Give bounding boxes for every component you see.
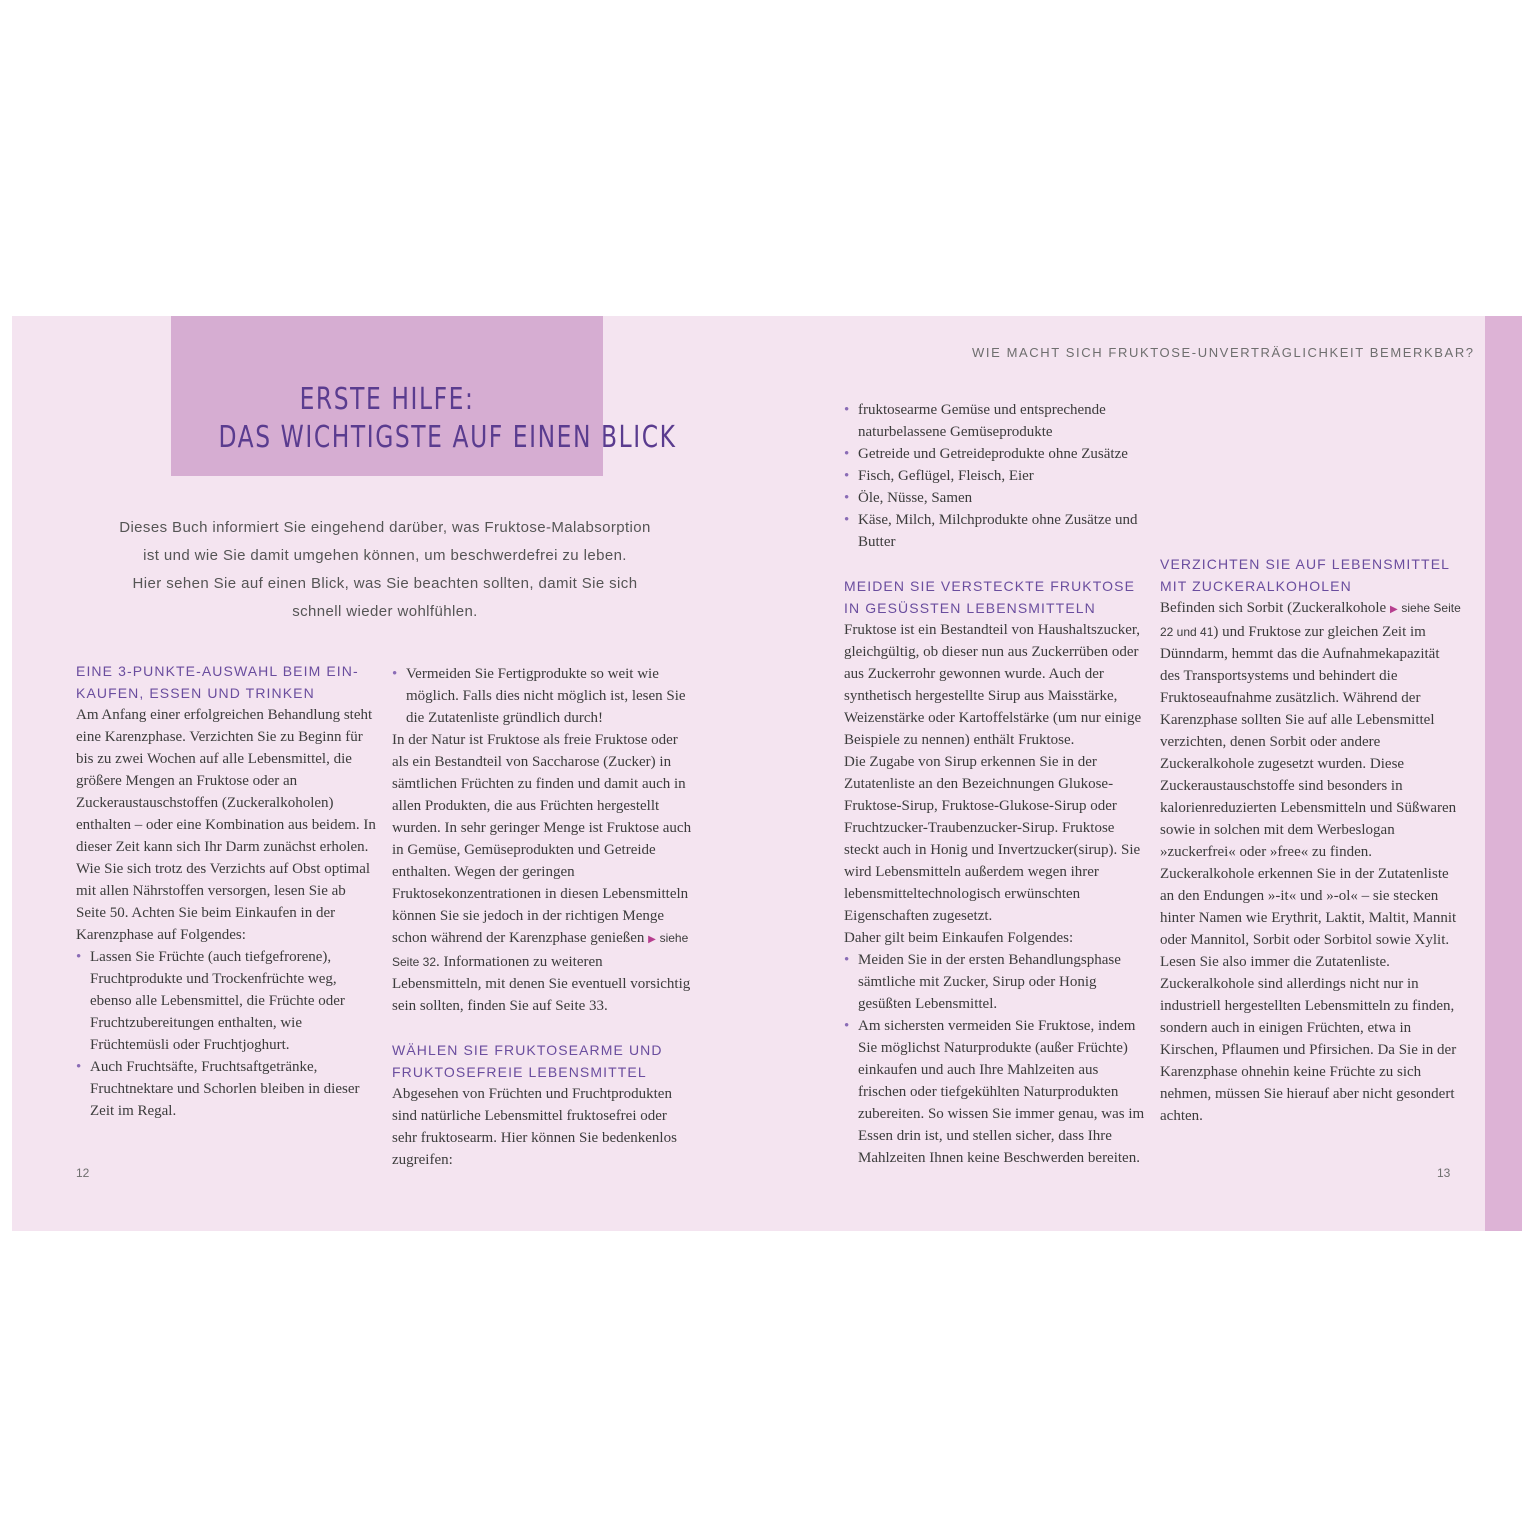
paragraph: Daher gilt beim Einkaufen Folgendes:: [844, 930, 1074, 946]
page-title-line-1: ERSTE HILFE:: [299, 382, 475, 417]
section-heading: VERZICHTEN SIE AUF LEBENSMITTEL MIT ZUCKERALKOHOLEN: [1160, 556, 1450, 594]
intro-text: [80, 514, 690, 626]
list-item: • Vermeiden Sie Fertigprodukte so weit wie möglich. Falls dies nicht möglich ist, lesen Sie die Zutatenliste gründlich durch!: [392, 663, 694, 729]
paragraph: Am Anfang einer erfolgreichen Behandlung steht eine Karenzphase. Verzichten Sie zu Beginn für bis zu zwei Wochen auf alle Lebensmittel, die größere Mengen an Fruktose oder an Zuckeraustauschstoffen (Zuckeralkoholen) enthalten – oder eine Kombination aus beidem. In dieser Zeit kann sich Ihr Darm zunächst erholen. Wie Sie sich trotz des Verzichts auf Obst optimal mit allen Nährstoffen versorgen, lesen Sie ab Seite 50. Achten Sie beim Einkaufen in der Karenzphase auf Folgendes:: [76, 707, 376, 943]
paragraph-text: . Informationen zu weiteren Lebensmitteln, mit denen Sie eventuell vorsichtig sein sollten, finden Sie auf Seite 33.: [392, 954, 691, 1014]
page-reference-link[interactable]: siehe Seite 32: [392, 931, 689, 969]
page-number-right: 13: [1437, 1166, 1451, 1180]
intro-line: Hier sehen Sie auf einen Blick, was Sie beachten sollten, damit Sie sich: [132, 575, 638, 592]
intro-line: Dieses Buch informiert Sie eingehend darüber, was Fruktose-Malabsorption: [119, 519, 651, 536]
list-item: • Am sichersten vermeiden Sie Fruktose, indem Sie möglichst Naturprodukte (außer Früchte) einkaufen und auch Ihre Mahlzeiten aus frischen oder tiefgekühlten Naturprodukten zubereiten. So wissen Sie immer genau, was im Essen drin ist, und stellen sicher, dass Ihre Mahlzeiten Ihnen keine Beschwerden bereiten.: [844, 1015, 1146, 1169]
list-item: • Lassen Sie Früchte (auch tiefgefrorene), Fruchtprodukte und Trockenfrüchte weg, ebenso alle Lebensmittel, die Früchte oder Fruchtzubereitungen enthalten, wie Früchtemüsli oder Fruchtjoghurt.: [76, 946, 376, 1056]
page-title-line-2: DAS WICHTIGSTE AUF EINEN BLICK: [218, 420, 677, 455]
list-item: • Käse, Milch, Milchprodukte ohne Zusätze und Butter: [844, 509, 1146, 553]
paragraph-text: ) und Fruktose zur gleichen Zeit im Dünndarm, hemmt das die Aufnahmekapazität des Transportsystems und behindert die Fruktoseaufnahme zusätzlich. Während der Karenzphase sollten Sie auf alle Lebensmittel verzichten, denen Sorbit oder andere Zuckeralkohole zugesetzt wurden. Diese Zuckeraustauschstoffe sind besonders in kalorienreduzierten Lebensmitteln und Süßwaren sowie in solchen mit dem Werbeslogan »zuckerfrei« oder »free« zu finden. Zuckeralkohole erkennen Sie in der Zutatenliste an den Endungen »-it« und »-ol« – sie stecken hinter Namen wie Erythrit, Laktit, Maltit, Mannit oder Mannitol, Sorbit oder Sorbitol sowie Xylit. Lesen Sie also immer die Zutatenliste.: [1160, 624, 1457, 970]
column-3: [844, 399, 1146, 1169]
paragraph: Fruktose ist ein Bestandteil von Haushaltszucker, gleichgültig, ob dieser nun aus Zuckerrüben oder aus Zuckerrohr gewonnen wurde. Auch der synthetisch hergestellte Sirup aus Maisstärke, Weizenstärke oder Kartoffelstärke (um nur einige Beispiele zu nennen) enthält Fruktose.: [844, 622, 1142, 748]
list-item: • Meiden Sie in der ersten Behandlungsphase sämtliche mit Zucker, Sirup oder Honig gesüßten Lebensmittel.: [844, 949, 1146, 1015]
paragraph: Die Zugabe von Sirup erkennen Sie in der Zutatenliste an den Bezeichnungen Glukose-Fruktose-Sirup, Fruktose-Glukose-Sirup oder Fruchtzucker-Traubenzucker-Sirup. Fruktose steckt auch in Honig und Invertzucker(sirup). Sie wird Lebensmitteln außerdem wegen ihrer lebensmitteltechnologisch erwünschten Eigenschaften zugesetzt.: [844, 754, 1141, 924]
bullet-list: [844, 949, 1146, 1169]
book-spread: [12, 316, 1522, 1231]
bullet-list: [844, 399, 1146, 553]
page-reference-link[interactable]: siehe Seite 22 und 41: [1160, 601, 1461, 639]
column-1: [76, 660, 376, 1122]
list-item: • Auch Fruchtsäfte, Fruchtsaftgetränke, Fruchtnektare und Schorlen bleiben in dieser Zeit im Regal.: [76, 1056, 376, 1122]
paragraph: Zuckeralkohole sind allerdings nicht nur in industriell hergestellten Lebensmitteln zu finden, sondern auch in einigen Früchten, etwa in Kirschen, Pflaumen und Pfirsichen. Da Sie in der Karenzphase ohnehin keine Früchte zu sich nehmen, müssen Sie hierauf aber nicht gesondert achten.: [1160, 976, 1457, 1124]
section-heading: EINE 3-PUNKTE-AUSWAHL BEIM EIN-KAUFEN, ESSEN UND TRINKEN: [76, 663, 359, 701]
bullet-list: [76, 946, 376, 1122]
paragraph: Abgesehen von Früchten und Fruchtprodukten sind natürliche Lebensmittel fruktosefrei oder sehr fruktosearm. Hier können Sie bedenkenlos zugreifen:: [392, 1086, 677, 1168]
list-item: • Öle, Nüsse, Samen: [844, 487, 1146, 509]
section-heading: WÄHLEN SIE FRUKTOSEARME UND FRUKTOSEFREIE LEBENSMITTEL: [392, 1042, 663, 1080]
paragraph: [1160, 597, 1462, 973]
list-item: • Fisch, Geflügel, Fleisch, Eier: [844, 465, 1146, 487]
title-banner: [171, 316, 677, 476]
paragraph-text: In der Natur ist Fruktose als freie Fruktose oder als ein Bestandteil von Saccharose (Zucker) in sämtlichen Früchten zu finden und damit auch in allen Produkten, die aus Früchten hergestellt wurden. In sehr geringer Menge ist Fruktose auch in Gemüse, Gemüseprodukten und Getreide enthalten. Wegen der geringen Fruktosekonzentrationen in diesen Lebensmitteln können Sie sie jedoch in der richtigen Menge schon während der Karenzphase genießen: [392, 732, 692, 946]
list-item: • fruktosearme Gemüse und entsprechende naturbelassene Gemüseprodukte: [844, 399, 1146, 443]
column-2: [392, 663, 694, 1171]
intro-line: ist und wie Sie damit umgehen können, um beschwerdefrei zu leben.: [143, 547, 627, 564]
list-item: • Getreide und Getreideprodukte ohne Zusätze: [844, 443, 1146, 465]
column-4: [1160, 399, 1462, 1127]
page-number-left: 12: [76, 1166, 90, 1180]
intro-line: schnell wieder wohlfühlen.: [292, 603, 478, 620]
paragraph: [392, 729, 694, 1017]
section-heading: MEIDEN SIE VERSTECKTE FRUKTOSE IN GESÜSSTEN LEBENSMITTELN: [844, 578, 1136, 616]
reference-arrow-icon: ▶: [648, 934, 656, 945]
bullet-list: [392, 663, 694, 729]
running-head: WIE MACHT SICH FRUKTOSE-UNVERTRÄGLICHKEIT BEMERKBAR?: [972, 345, 1475, 360]
paragraph-text: Befinden sich Sorbit (Zuckeralkohole: [1160, 600, 1387, 616]
page-edge-tab: [1485, 316, 1522, 1231]
reference-arrow-icon: ▶: [1389, 604, 1398, 615]
